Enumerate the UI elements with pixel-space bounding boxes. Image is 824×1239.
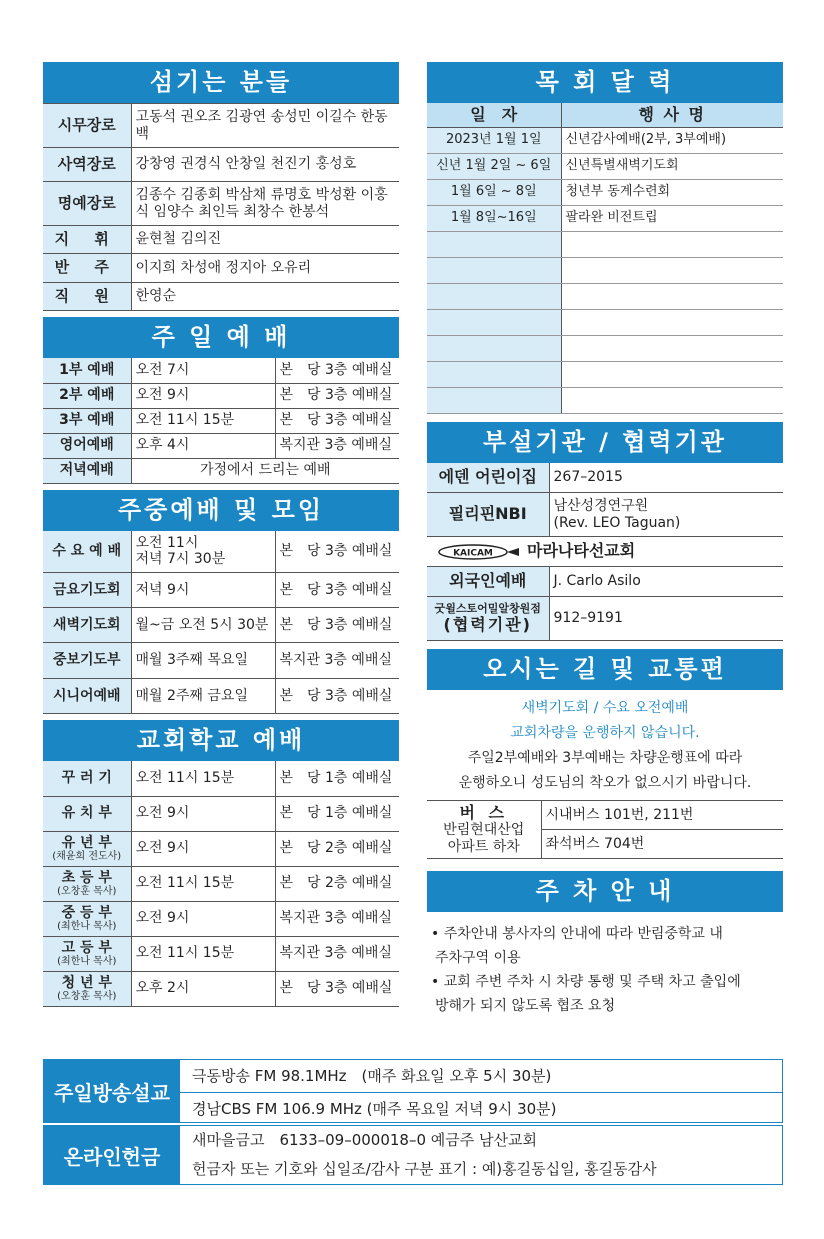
inst-name: 필리핀NBI [427,493,549,537]
service-time: 오전 11시 저녁 7시 30분 [131,531,275,573]
dept-name: 고 등 부 (최한나 목사) [43,936,131,971]
dept-time: 오전 11시 15분 [131,936,275,971]
row-value: 고동석 권오조 김광연 송성민 이길수 한동백 [131,104,399,148]
service-place: 본 당 3층 예배실 [275,573,399,608]
offering-box [43,1125,783,1185]
event-name [561,231,783,257]
directions-header: 오시는 길 및 교통편 [427,649,783,690]
table-row [43,679,399,714]
dept-place: 본 당 2층 예배실 [275,866,399,901]
event-date: 신년 1월 2일 ~ 6일 [427,153,561,179]
service-name: 수 요 예 배 [43,531,131,573]
table-row [43,796,399,831]
weekday-table [43,531,399,715]
table-row [427,309,783,335]
sunday-table [43,358,399,484]
right-column [427,62,783,1018]
table-row [43,531,399,573]
service-time: 오후 4시 [131,433,275,458]
dept-time: 오전 9시 [131,901,275,936]
broadcast-line: 경남CBS FM 106.9 MHz (매주 목요일 저녁 9시 30분) [180,1092,782,1124]
table-row [43,254,399,283]
offering-content [180,1126,782,1184]
service-place: 복지관 3층 예배실 [275,433,399,458]
table-row [43,866,399,901]
table-row [43,358,399,383]
dept-name: 중 등 부 (최한나 목사) [43,901,131,936]
broadcast-label: 주일방송설교 [44,1060,180,1122]
service-name: 중보기도부 [43,643,131,679]
table-header-row [427,103,783,127]
event-date: 1월 8일~16일 [427,205,561,231]
event-name: 신년감사예배(2부, 3부예배) [561,127,783,153]
dept-time: 오전 11시 15분 [131,866,275,901]
table-row [43,573,399,608]
table-row [43,608,399,643]
inst-name: 굿윌스토어밀알창원점 (협력기관) [427,597,549,641]
dept-name: 청 년 부 (오창훈 목사) [43,971,131,1006]
table-row [427,493,783,537]
row-label: 명예장로 [43,182,131,226]
broadcast-line: 극동방송 FM 98.1MHz (매주 화요일 오후 5시 30분) [192,1067,552,1085]
row-value: 김종수 김종회 박삼채 류명호 박성환 이홍식 임양수 최인득 최창수 한봉석 [131,182,399,226]
event-name [561,361,783,387]
service-place: 본 당 3층 예배실 [275,679,399,714]
event-date [427,257,561,283]
dept-time: 오전 9시 [131,831,275,866]
school-table [43,761,399,1007]
row-value: 한영순 [131,283,399,311]
list-item: 주차구역 이용 [435,950,521,966]
dept-name: 유 년 부 (채윤희 전도사) [43,831,131,866]
dept-name: 유 치 부 [43,796,131,831]
table-row [43,643,399,679]
row-value: 윤현철 김의진 [131,226,399,254]
table-row [427,387,783,413]
svg-text:KAICAM: KAICAM [453,548,493,559]
col-event: 행 사 명 [561,103,783,127]
table-row [43,283,399,311]
event-name [561,257,783,283]
service-time: 오전 7시 [131,358,275,383]
service-time: 매월 3주째 목요일 [131,643,275,679]
kaicam-logo [437,544,521,560]
table-row [427,257,783,283]
table-row [43,408,399,433]
event-name [561,309,783,335]
table-row [427,463,783,493]
table-row [427,537,783,567]
row-label: 사역장로 [43,148,131,182]
table-row [427,179,783,205]
table-row [427,361,783,387]
broadcast-box [43,1059,783,1123]
service-time: 매월 2주째 금요일 [131,679,275,714]
list-item: 방해가 되지 않도록 협조 요청 [435,998,616,1014]
table-row [43,971,399,1006]
event-date [427,387,561,413]
event-name [561,283,783,309]
calendar-table [427,103,783,414]
row-label: 시무장로 [43,104,131,148]
col-date: 일 자 [427,103,561,127]
event-date [427,335,561,361]
table-row [427,597,783,641]
servants-table [43,103,399,311]
dept-time: 오전 9시 [131,796,275,831]
service-name: 금요기도회 [43,573,131,608]
row-label: 지 휘 [43,226,131,254]
event-date [427,231,561,257]
inst-name: 외국인예배 [427,567,549,597]
notice-line: 주일2부예배와 3부예배는 차량운행표에 따라 [467,750,743,766]
dept-place: 본 당 2층 예배실 [275,831,399,866]
table-row [427,205,783,231]
service-place: 본 당 3층 예배실 [275,358,399,383]
row-value: 강창영 권경식 안창일 천진기 홍성호 [131,148,399,182]
bus-line: 좌석버스 704번 [541,830,783,859]
event-date [427,361,561,387]
inst-name: 에덴 어린이집 [427,463,549,493]
table-row [43,383,399,408]
row-label: 직 원 [43,283,131,311]
directions-body [427,690,783,796]
event-date [427,283,561,309]
list-item: • 주차안내 봉사자의 안내에 따라 반림중학교 내 [431,926,723,942]
weekday-header: 주중예배 및 모임 [43,490,399,531]
table-row [43,936,399,971]
event-name: 청년부 동계수련회 [561,179,783,205]
service-name: 3부 예배 [43,408,131,433]
table-row [43,458,399,483]
event-date [427,309,561,335]
institutions-table [427,463,783,642]
dept-time: 오전 11시 15분 [131,761,275,796]
table-row [43,104,399,148]
dept-time: 오후 2시 [131,971,275,1006]
offering-label: 온라인헌금 [44,1126,180,1184]
table-row [427,127,783,153]
offering-line: 헌금자 또는 기호와 십일조/감사 구분 표기 : 예)홍길동십일, 홍길동감사 [192,1160,657,1178]
event-date: 1월 6일 ~ 8일 [427,179,561,205]
table-row [43,226,399,254]
dept-name: 꾸 러 기 [43,761,131,796]
service-name: 시니어예배 [43,679,131,714]
institutions-header: 부설기관 / 협력기관 [427,422,783,463]
event-name [561,387,783,413]
service-place: 본 당 3층 예배실 [275,608,399,643]
event-date: 2023년 1월 1일 [427,127,561,153]
inst-value: 267–2015 [549,463,783,493]
event-name: 신년특별새벽기도회 [561,153,783,179]
notice-line: 교회차량을 운행하지 않습니다. [510,725,700,741]
dept-place: 본 당 3층 예배실 [275,971,399,1006]
service-name: 저녁예배 [43,458,131,483]
service-time: 월~금 오전 5시 30분 [131,608,275,643]
event-name: 팔라완 비전트립 [561,205,783,231]
inst-value: 912–9191 [549,597,783,641]
table-row [427,283,783,309]
bus-table [427,800,783,859]
offering-line: 새마을금고 6133–09–000018–0 예금주 남산교회 [192,1131,537,1149]
service-place: 본 당 3층 예배실 [275,408,399,433]
dept-place: 본 당 1층 예배실 [275,761,399,796]
service-place: 복지관 3층 예배실 [275,643,399,679]
service-name: 새벽기도회 [43,608,131,643]
sunday-header: 주 일 예 배 [43,317,399,358]
dept-name: 초 등 부 (오창훈 목사) [43,866,131,901]
bus-label: 버 스 반림현대산업 아파트 하차 [427,801,541,859]
dept-place: 복지관 3층 예배실 [275,901,399,936]
list-item: • 교회 주변 주차 시 차량 통행 및 주택 차고 출입에 [431,974,741,990]
dept-place: 복지관 3층 예배실 [275,936,399,971]
table-row [427,567,783,597]
table-row [427,335,783,361]
table-row [43,182,399,226]
table-row [43,433,399,458]
parking-list [427,912,783,1018]
servants-header: 섬기는 분들 [43,62,399,103]
table-row [43,831,399,866]
broadcast-content [180,1060,782,1122]
service-name: 영어예배 [43,433,131,458]
bus-line: 시내버스 101번, 211번 [541,801,783,830]
service-note: 가정에서 드리는 예배 [131,458,399,483]
table-row [427,231,783,257]
service-place: 본 당 3층 예배실 [275,383,399,408]
table-row [43,901,399,936]
kaicam-row: KAICAM 마라나타선교회 [427,537,783,567]
school-header: 교회학교 예배 [43,720,399,761]
event-name [561,335,783,361]
table-row [43,761,399,796]
service-name: 2부 예배 [43,383,131,408]
inst-value: J. Carlo Asilo [549,567,783,597]
inst-value: 남산성경연구원 (Rev. LEO Taguan) [549,493,783,537]
notice-line: 운행하오니 성도님의 착오가 없으시기 바랍니다. [458,775,752,791]
left-column [43,62,399,1007]
notice-line: 새벽기도회 / 수요 오전예배 [521,700,689,716]
table-row [427,801,783,830]
table-row [43,148,399,182]
calendar-header: 목 회 달 력 [427,62,783,103]
row-label: 반 주 [43,254,131,283]
table-row [427,153,783,179]
service-time: 저녁 9시 [131,573,275,608]
service-time: 오전 11시 15분 [131,408,275,433]
row-value: 이지희 차성애 정지아 오유리 [131,254,399,283]
dept-place: 본 당 1층 예배실 [275,796,399,831]
service-time: 오전 9시 [131,383,275,408]
service-place: 본 당 3층 예배실 [275,531,399,573]
service-name: 1부 예배 [43,358,131,383]
parking-header: 주 차 안 내 [427,871,783,912]
